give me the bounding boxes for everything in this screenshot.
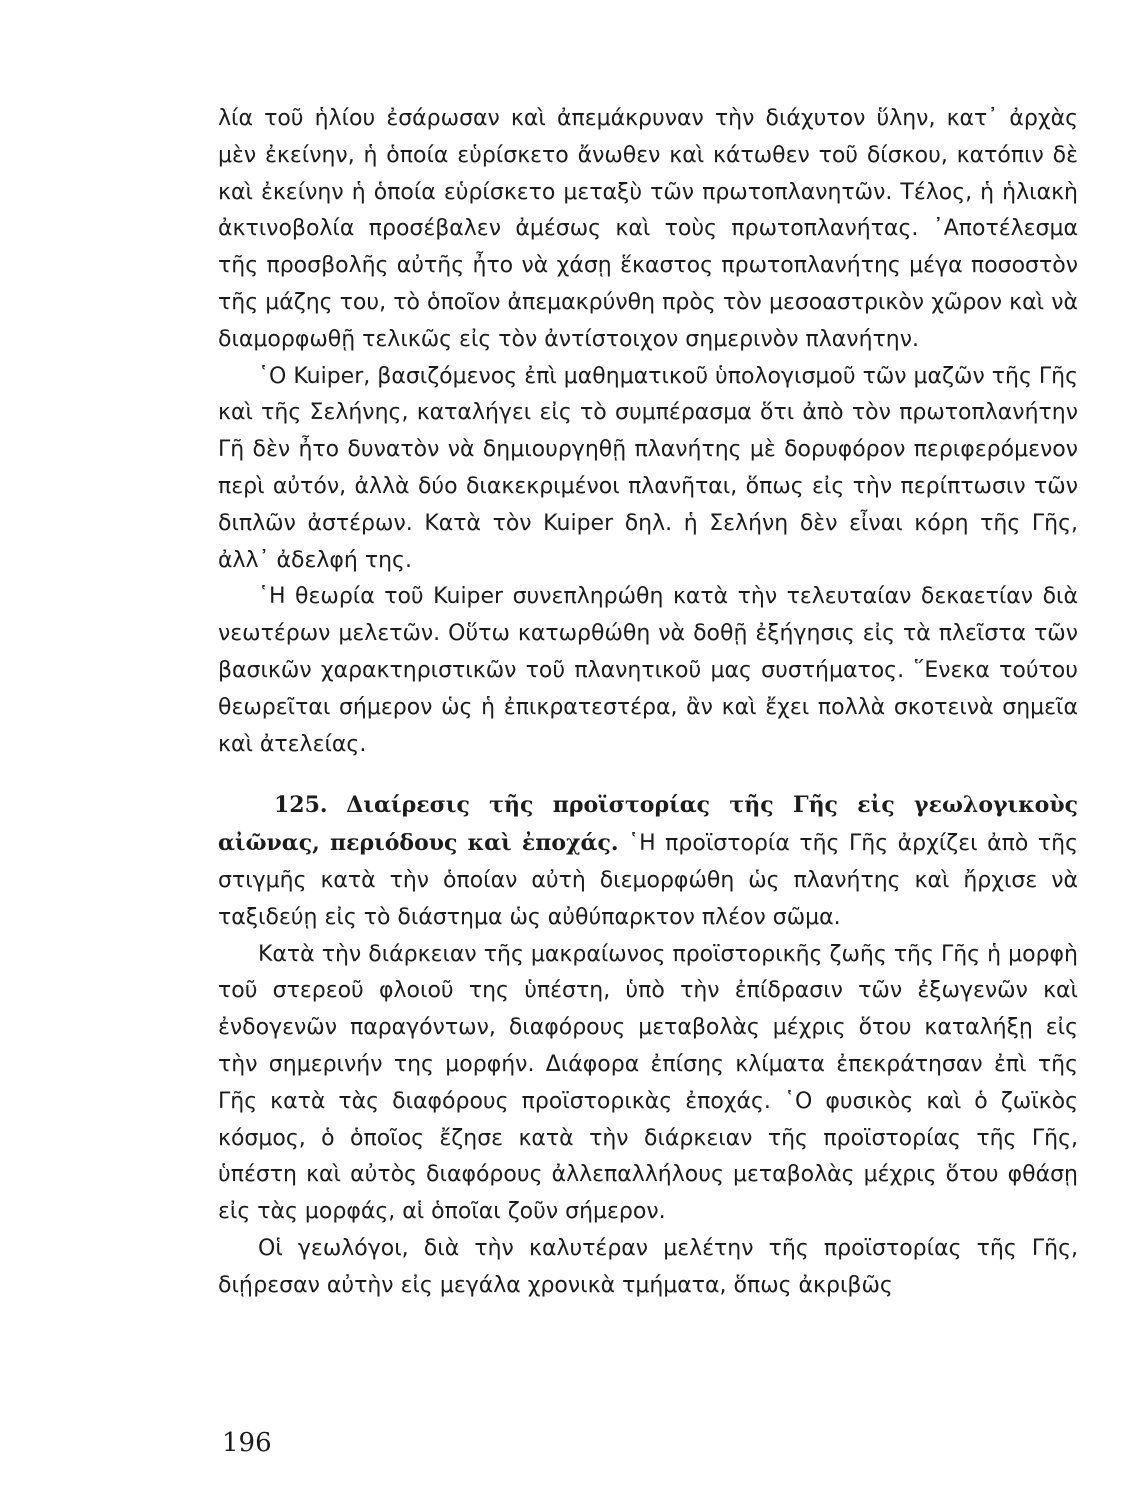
section-title: Διαίρεσις τῆς προϊστορίας τῆς Γῆς εἰς γεωλογικοὺς αἰῶνας, περιόδους καὶ ἐποχάς. xyxy=(218,792,1078,857)
paragraph-5: Οἱ γεωλόγοι, διὰ τὴν καλυτέραν μελέτην τῆς προϊστορίας τῆς Γῆς, διῄρεσαν αὐτὴν εἰς μεγάλα χρονικὰ τμήματα, ὅπως ἀκριβῶς xyxy=(218,1235,1078,1298)
paragraph-1: λία τοῦ ἡλίου ἐσάρωσαν καὶ ἀπεμάκρυναν τὴν διάχυτον ὕλην, κατ᾽ ἀρχὰς μὲν ἐκείνην, ἡ ὁποία εὑρίσκετο ἄνωθεν καὶ κάτωθεν τοῦ δίσκου, κατόπιν δὲ καὶ ἐκείνην ἡ ὁποία εὑρίσκετο μεταξὺ τῶν πρωτοπλανητῶν. Τέλος, ἡ ἡλιακὴ ἀκτινοβολία προσέβαλεν ἀμέσως καὶ τοὺς πρωτοπλανήτας. ᾽Αποτέλεσμα τῆς προσβολῆς αὐτῆς ἦτο νὰ χάσῃ ἕκαστος πρωτοπλανήτης μέγα ποσοστὸν τῆς μάζης του, τὸ ὁποῖον ἀπεμακρύνθη πρὸς τὸν μεσοαστρικὸν χῶρον καὶ νὰ διαμορφωθῇ τελικῶς εἰς τὸν ἀντίστοιχον σημερινὸν πλανήτην. xyxy=(218,106,1078,352)
section-text: ῾Η προϊστορία τῆς Γῆς ἀρχίζει ἀπὸ τῆς στιγμῆς κατὰ τὴν ὁποίαν αὐτὴ διεμορφώθη ὡς πλανήτης καὶ ἤρχισε νὰ ταξιδεύῃ εἰς τὸ διάστημα ὡς αὐθύπαρκτον πλέον σῶμα. xyxy=(218,831,1078,930)
section-125 xyxy=(218,787,1078,936)
paragraph-4: Κατὰ τὴν διάρκειαν τῆς μακραίωνος προϊστορικῆς ζωῆς τῆς Γῆς ἡ μορφὴ τοῦ στερεοῦ φλοιοῦ της ὑπέστη, ὑπὸ τὴν ἐπίδρασιν τῶν ἐξωγενῶν καὶ ἐνδογενῶν παραγόντων, διαφόρους μεταβολὰς μέχρις ὅτου καταλήξῃ εἰς τὴν σημερινήν της μορφήν. Διάφορα ἐπίσης κλίματα ἐπεκράτησαν ἐπὶ τῆς Γῆς κατὰ τὰς διαφόρους προϊστορικὰς ἐποχάς. ῾Ο φυσικὸς καὶ ὁ ζωϊκὸς κόσμος, ὁ ὁποῖος ἔζησε κατὰ τὴν διάρκειαν τῆς προϊστορίας τῆς Γῆς, ὑπέστη καὶ αὐτὸς διαφόρους ἀλλεπαλλήλους μεταβολὰς μέχρις ὅτου φθάσῃ εἰς τὰς μορφάς, αἱ ὁποῖαι ζοῦν σήμερον. xyxy=(218,941,1078,1225)
page-number: 196 xyxy=(222,1428,272,1458)
paragraph-3: ῾Η θεωρία τοῦ Kuiper συνεπληρώθη κατὰ τὴν τελευταίαν δεκαετίαν διὰ νεωτέρων μελετῶν. Οὕτω κατωρθώθη νὰ δοθῇ ἐξήγησις εἰς τὰ πλεῖστα τῶν βασικῶν χαρακτηριστικῶν τοῦ πλανητικοῦ μας συστήματος. ῞Ενεκα τούτου θεωρεῖται σήμερον ὡς ἡ ἐπικρατεστέρα, ἂν καὶ ἔχει πολλὰ σκοτεινὰ σημεῖα καὶ ἀτελείας. xyxy=(218,584,1078,757)
section-number: 125. xyxy=(274,792,328,819)
body-text xyxy=(218,101,1078,1305)
paragraph-2: ῾Ο Kuiper, βασιζόμενος ἐπὶ μαθηματικοῦ ὑπολογισμοῦ τῶν μαζῶν τῆς Γῆς καὶ τῆς Σελήνης, καταλήγει εἰς τὸ συμπέρασμα ὅτι ἀπὸ τὸν πρωτοπλανήτην Γῆ δὲν ἦτο δυνατὸν νὰ δημιουργηθῇ πλανήτης μὲ δορυφόρον περιφερόμενον περὶ αὐτόν, ἀλλὰ δύο διακεκριμένοι πλανῆται, ὅπως εἰς τὴν περίπτωσιν τῶν διπλῶν ἀστέρων. Κατὰ τὸν Kuiper δηλ. ἡ Σελήνη δὲν εἶναι κόρη τῆς Γῆς, ἀλλ᾽ ἀδελφή της. xyxy=(218,363,1078,573)
